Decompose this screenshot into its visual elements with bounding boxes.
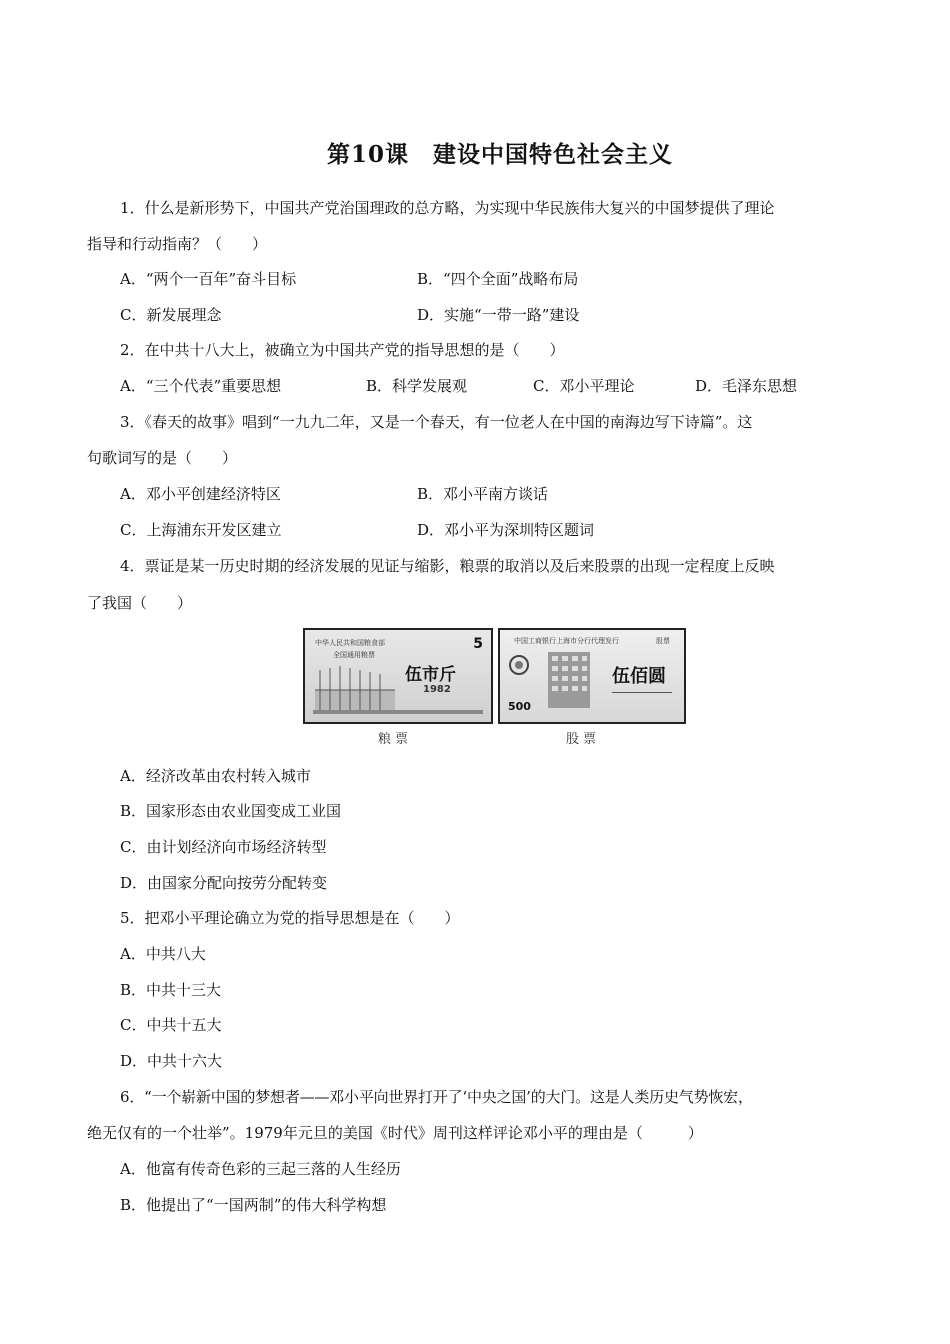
question-6-option-a: A．他富有传奇色彩的三起三落的人生经历 [120, 1160, 401, 1178]
question-1-stem-cont: 指导和行动指南？（ ） [87, 235, 268, 253]
question-3-option-b: B．邓小平南方谈话 [417, 485, 549, 503]
question-5-option-b: B．中共十三大 [120, 981, 222, 999]
grain-ticket-sub: 全国通用粮票 [333, 651, 375, 659]
question-2-stem: 2．在中共十八大上，被确立为中国共产党的指导思想的是（ ） [120, 341, 565, 359]
question-2-option-c: C．邓小平理论 [533, 377, 635, 395]
question-1-option-b: B．“四个全面”战略布局 [417, 270, 579, 288]
grain-ticket-year: 1982 [423, 684, 451, 695]
question-1-option-a: A．“两个一百年”奋斗目标 [120, 270, 297, 288]
question-2-option-b: B．科学发展观 [366, 377, 468, 395]
question-6-stem-cont: 绝无仅有的一个壮举”。1979年元旦的美国《时代》周刊这样评论邓小平的理由是（ ） [87, 1124, 703, 1142]
question-3-option-d: D．邓小平为深圳特区题词 [417, 521, 595, 539]
question-1-option-c: C．新发展理念 [120, 306, 222, 324]
stock-emblem-icon [508, 654, 530, 676]
question-6-stem: 6．“一个崭新中国的梦想者——邓小平向世界打开了‘中央之国’的大门。这是人类历史气势恢宏， [120, 1088, 753, 1106]
grain-ticket-number: 5 [473, 636, 483, 652]
stock-certificate-image [498, 628, 686, 724]
stock-label: 股票 [656, 637, 670, 645]
question-4-option-b: B．国家形态由农业国变成工业国 [120, 802, 342, 820]
stock-caption: 股票 [566, 732, 601, 747]
grain-ticket-denomination: 伍市斤 [405, 665, 456, 685]
question-1-option-d: D．实施“一带一路”建设 [417, 306, 580, 324]
question-4-stem: 4．票证是某一历史时期的经济发展的见证与缩影，粮票的取消以及后来股票的出现一定程度上反映 [120, 557, 775, 575]
stock-denomination: 伍佰圆 [612, 666, 666, 687]
question-3-option-c: C．上海浦东开发区建立 [120, 521, 282, 539]
question-4-option-c: C．由计划经济向市场经济转型 [120, 838, 327, 856]
question-3-option-a: A．邓小平创建经济特区 [120, 485, 281, 503]
question-4-option-d: D．由国家分配向按劳分配转变 [120, 874, 328, 892]
tickets-figure [300, 628, 690, 746]
stock-number: 500 [508, 700, 531, 713]
question-4-option-a: A．经济改革由农村转入城市 [120, 767, 311, 785]
question-6-option-b: B．他提出了“一国两制”的伟大科学构想 [120, 1196, 387, 1214]
grain-ticket-image [303, 628, 493, 724]
grain-ticket-bottom-border [313, 710, 483, 714]
question-2-option-d: D．毛泽东思想 [695, 377, 798, 395]
question-2-option-a: A．“三个代表”重要思想 [120, 377, 282, 395]
question-5-option-c: C．中共十五大 [120, 1016, 222, 1034]
question-3-stem: 3．《春天的故事》唱到“一九九二年，又是一个春天，有一位老人在中国的南海边写下诗篇”。这 [120, 413, 753, 431]
grain-ticket-header: 中华人民共和国粮食部 [315, 639, 385, 647]
stock-header: 中国工商银行上海市分行代理发行 [514, 637, 619, 645]
page-title: 第10课 建设中国特色社会主义 [326, 141, 673, 168]
question-5-stem: 5．把邓小平理论确立为党的指导思想是在（ ） [120, 909, 460, 927]
question-1-stem: 1．什么是新形势下，中国共产党治国理政的总方略，为实现中华民族伟大复兴的中国梦提供了理论 [120, 199, 775, 217]
question-5-option-a: A．中共八大 [120, 945, 206, 963]
question-5-option-d: D．中共十六大 [120, 1052, 223, 1070]
dam-illustration [315, 660, 395, 715]
stock-signature-line [612, 692, 672, 701]
question-4-stem-cont: 了我国（ ） [87, 594, 193, 612]
question-3-stem-cont: 句歌词写的是（ ） [87, 449, 238, 467]
grain-ticket-caption: 粮票 [378, 732, 413, 747]
building-illustration [540, 646, 598, 710]
